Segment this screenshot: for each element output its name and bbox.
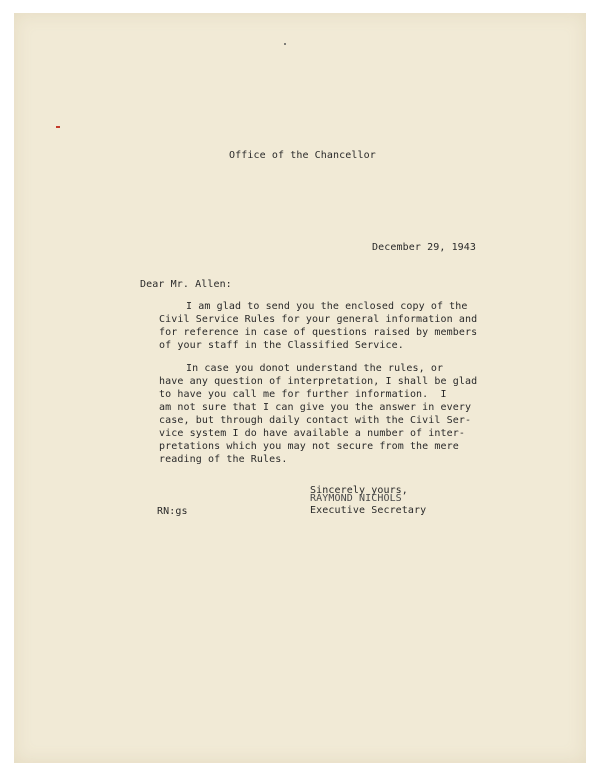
paragraph-1-line-4: of your staff in the Classified Service. bbox=[159, 340, 404, 351]
paragraph-1-line-2: Civil Service Rules for your general information and bbox=[159, 314, 478, 325]
office-heading: Office of the Chancellor bbox=[229, 150, 376, 161]
signer-title: Executive Secretary bbox=[310, 505, 427, 516]
typist-initials: RN:gs bbox=[157, 506, 188, 517]
paragraph-2-line-8: reading of the Rules. bbox=[159, 454, 288, 465]
paragraph-2-line-3: to have you call me for further information. I bbox=[159, 389, 447, 400]
paragraph-2-line-1: In case you donot understand the rules, or bbox=[186, 363, 444, 374]
paragraph-2-line-5: case, but through daily contact with the Civil Ser- bbox=[159, 415, 472, 426]
paragraph-2-line-2: have any question of interpretation, I shall be glad bbox=[159, 376, 478, 387]
letter-date: December 29, 1943 bbox=[372, 242, 477, 253]
closing: Sincerely yours, bbox=[310, 485, 408, 496]
paragraph-2-line-7: pretations which you may not secure from the mere bbox=[159, 441, 459, 452]
paragraph-1-line-3: for reference in case of questions raised by members bbox=[159, 327, 478, 338]
margin-mark bbox=[56, 126, 60, 128]
salutation: Dear Mr. Allen: bbox=[140, 279, 232, 290]
letter-page bbox=[14, 13, 586, 763]
signer-name: RAYMOND NICHOLS bbox=[310, 493, 402, 504]
paper-speck bbox=[284, 43, 286, 45]
paragraph-2-line-6: vice system I do have available a number of inter- bbox=[159, 428, 466, 439]
paragraph-2-line-4: am not sure that I can give you the answer in every bbox=[159, 402, 472, 413]
paragraph-1-line-1: I am glad to send you the enclosed copy of the bbox=[186, 301, 468, 312]
